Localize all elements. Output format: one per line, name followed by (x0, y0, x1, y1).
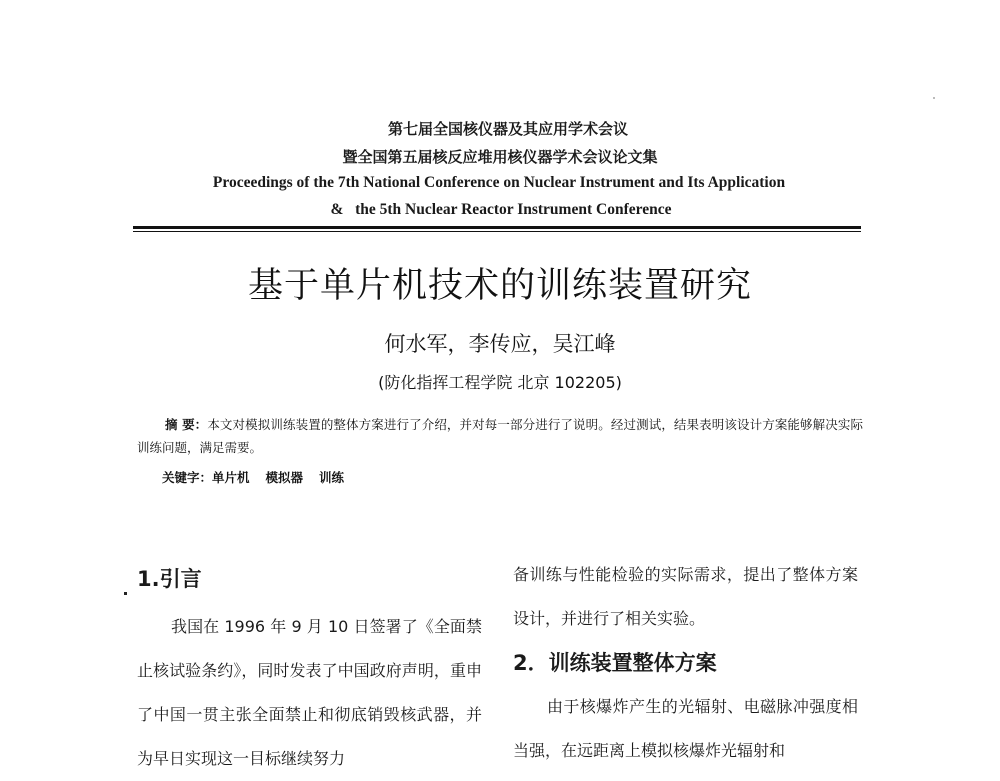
scan-speck (933, 97, 935, 99)
keyword-item: 单片机 (212, 470, 250, 485)
proceedings-title-en-2: & the 5th Nuclear Reactor Instrument Conference (330, 201, 672, 218)
keywords-label: 关键字： (162, 470, 213, 485)
proceedings-title-cn-1: 第七届全国核仪器及其应用学术会议 (387, 120, 628, 138)
header-rule-thin (133, 231, 861, 232)
abstract-text: 本文对模拟训练装置的整体方案进行了介绍，并对每一部分进行了说明。经过测试，结果表明该设计方案能够解决实际训练问题，满足需要。 (137, 417, 863, 455)
body-paragraph: 备训练与性能检验的实际需求，提出了整体方案设计，并进行了相关实验。 (513, 565, 858, 628)
paper-authors: 何水军，李传应，吴江峰 (384, 332, 616, 356)
keyword-item: 模拟器 (265, 470, 304, 485)
proceedings-title-en-1: Proceedings of the 7th National Conference on Nuclear Instrument and Its Application (212, 174, 786, 191)
keywords (162, 468, 360, 486)
section-heading-intro: 1.引言 (137, 567, 202, 591)
body-column-right (513, 553, 858, 773)
header-rule-thick (133, 226, 861, 229)
abstract-label: 摘 要： (165, 417, 208, 432)
abstract (137, 413, 863, 459)
scan-mark (124, 592, 127, 595)
paper-affiliation: (防化指挥工程学院 北京 102205) (378, 373, 622, 392)
keyword-item: 训练 (319, 470, 345, 485)
body-paragraph: 我国在 1996 年 9 月 10 日签署了《全面禁止核试验条约》，同时发表了中国政府声明，重申了中国一贯主张全面禁止和彻底销毁核武器，并为早日实现这一目标继续努力 (137, 617, 482, 768)
paper-title: 基于单片机技术的训练装置研究 (247, 266, 752, 306)
proceedings-title-cn-2: 暨全国第五届核反应堆用核仪器学术会议论文集 (342, 148, 658, 166)
section-heading-scheme: 2．训练装置整体方案 (513, 651, 717, 675)
body-column-left (137, 557, 482, 781)
body-paragraph: 由于核爆炸产生的光辐射、电磁脉冲强度相当强，在远距离上模拟核爆炸光辐射和 (513, 697, 858, 760)
